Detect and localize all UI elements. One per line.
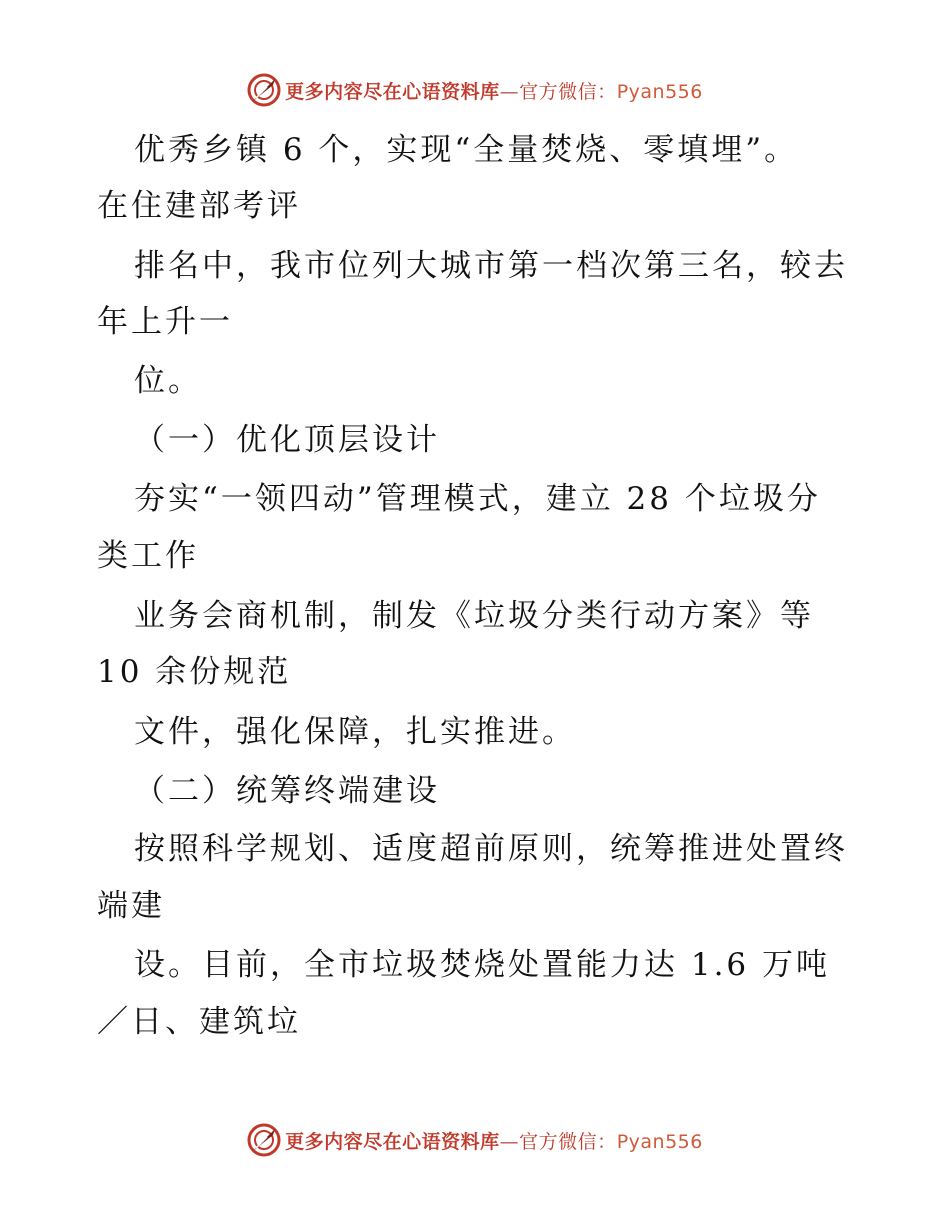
header-watermark [0, 70, 950, 110]
watermark-wechat-label: 官方微信： [519, 1130, 617, 1153]
text-line: 业务会商机制，制发《垃圾分类行动方案》等 [134, 598, 814, 634]
watermark-wechat-id: Pyan556 [616, 80, 703, 103]
text-line: 年上升一 [97, 304, 233, 340]
watermark-main: 更多内容尽在心语资料库 [285, 80, 500, 103]
watermark-main: 更多内容尽在心语资料库 [285, 1130, 500, 1153]
text-line: 位。 [134, 363, 202, 399]
text-line: 在住建部考评 [97, 188, 301, 224]
watermark-wechat-label: 官方微信： [519, 80, 617, 103]
text-line: 优秀乡镇 6 个，实现“全量焚烧、零填埋”。 [134, 132, 799, 168]
watermark-text [285, 1127, 703, 1154]
watermark-dash: — [499, 1130, 520, 1153]
text-line: 类工作 [97, 538, 199, 574]
text-line: ／日、建筑垃 [97, 1004, 301, 1040]
watermark-text [285, 77, 703, 104]
footer-watermark [0, 1120, 950, 1160]
text-line: 10 余份规范 [97, 654, 292, 690]
text-line: 文件，强化保障，扎实推进。 [134, 714, 576, 750]
section-heading: （一）优化顶层设计 [134, 422, 440, 458]
watermark-dash: — [499, 80, 520, 103]
text-line: 按照科学规划、适度超前原则，统筹推进处置终 [134, 831, 848, 867]
quill-logo-icon [247, 1123, 281, 1157]
text-line: 设。目前，全市垃圾焚烧处置能力达 1.6 万吨 [134, 947, 831, 983]
text-line: 夯实“一领四动”管理模式，建立 28 个垃圾分 [134, 481, 821, 517]
section-heading: （二）统筹终端建设 [134, 773, 440, 809]
watermark-wechat-id: Pyan556 [616, 1130, 703, 1153]
text-line: 排名中，我市位列大城市第一档次第三名，较去 [134, 248, 848, 284]
quill-logo-icon [247, 73, 281, 107]
text-line: 端建 [97, 888, 165, 924]
